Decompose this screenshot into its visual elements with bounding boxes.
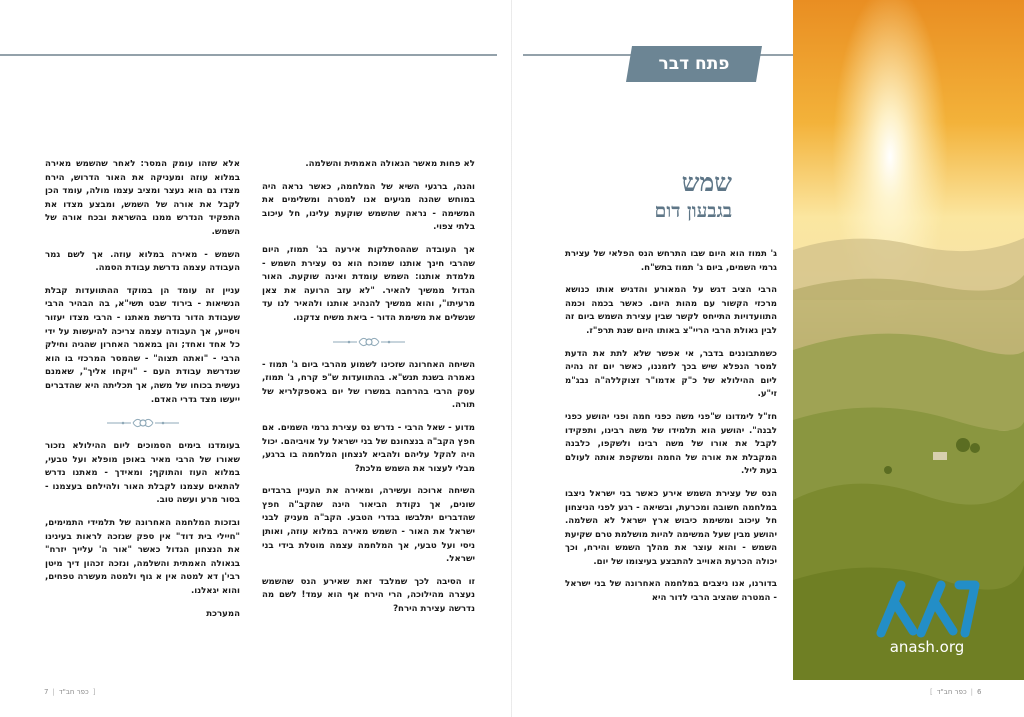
article-title [628,168,732,224]
magazine-name: כפר חב"ד [936,688,967,696]
text-column-middle [262,158,475,658]
paragraph: בעומדנו בימים הסמוכים ליום ההילולא נזכור שאורו של הרבי מאיר באופן מופלא ועל טבעי, במלוא העוז והתוקף; ומאידך - מאתנו נדרש להתאים עצמנו לקבלת האור ולהילחם בעצמנו - בסור מרע ועשה טוב. [45,441,240,506]
paragraph: ובזכות המלחמה האחרונה של תלמידי התמימים, "חיילי בית דוד" אין ספק שנזכה לראות בעינינו את הנצחון הגדול כאשר "אור ה' עלייך יזרח" בגאולה האמתית והשלמה, ונזכה זכהון דיך מיטן רבי'ן דא למטה אין א גוף ולמטה מעשרה טפחים, והוא יגאלנו. [45,518,240,597]
section-banner-title: פתח דבר [658,54,730,74]
paragraph: עניין זה עומד הן במוקד ההתוועדות קבלת הנשיאות - בירוד שבט תשי"א, בה הבהיר הרבי שעבודת הדור נדרשת מאתנו - הרבי מצדו יעזור ויסייע, אך העבודה עצמה צריכה להיעשות על ידי כל אחד ואחד; והן במאמר האחרון שהגיה וחילק הרבי - "ואתה תצוה" - שהמסר המרכזי בו הוא שנדרשת עבודת העם - "ויקחו אליך", שאמנם נעשית בכוחו של משה, אך תכליתה היא שהדברים ייעשו מצד גדרי האדם. [45,285,240,405]
paragraph: השיחה ארוכה ועשירה, ומאירה את העניין ברבדים שונים, אך נקודת הביאור הינה שהקב"ה חפץ שהדברים יתלבשו בגדרי הטבע. הקב"ה מעניק לבני ישראל את האור - השמש מאירה במלוא עוזה, ואותן ניסי ועל טבעי, אך המלחמה עצמה מוטלת בידי בני ישראל. [262,486,475,565]
paragraph: זו הסיבה לכך שמלבד זאת שאירע הנס שהשמש נעצרה מהילוכה, הרי הירח אף הוא עמד! לשם מה נדרשה עצירת הירח? [262,576,475,615]
article-title-line1: שמש [681,168,732,197]
footer-left: 7 | כפר חב"ד ] [44,688,96,696]
signature: המערכת [206,608,240,619]
paragraph: כשמתבוננים בדבר, אי אפשר שלא לתת את הדעת למסר הנפלא שיש בכך לזמננו, כאשר יום זה נהיה ליום ההילולא של כ"ק אדמו"ר זצוקללה"ה נבג"מ זי"ע. [565,348,777,400]
paragraph: בדורנו, אנו ניצבים במלחמה האחרונה של בני ישראל - המטרה שהציב הרבי לדור היא [565,579,777,604]
ornament-divider-icon [105,416,181,430]
paragraph: השיחה האחרונה שזכינו לשמוע מהרבי ביום ג' תמוז - נאמרה בשנת תנש"א. בהתוועדות ש"פ קרח, ג' תמוז, עסק הרבי בהרחבה במשרו של יום באספקלריא של תורה. [262,359,475,411]
paragraph: אלא שזהו עומק המסר: לאחר שהשמש מאירה במלוא עוזה ומעניקה את האור הדרוש, הירח מצדו גם הוא נעצר ומציב עצמו מולה, עומד הכן לקבל את אורה של השמש, ומבצע מצדו את התפקיד הנדרש ממנו בהשראת ובכח אורה של השמש. [45,159,240,237]
paragraph: הרבי הציב דגש על המאורע והדגיש אותו כנושא מרכזי הקשור עם מהות היום. כאשר בכמה וכמה התוועדויות התייחס לקשר שבין עצירת השמש ביום זה לבין גאולת הרבי הריי"צ באותו היום שנת תרפ"ז. [565,285,777,336]
paragraph: מדוע - שאל הרבי - נדרש נס עצירת גרמי השמים. אם חפץ הקב"ה בנצחונם של בני ישראל על אויביהם. יכול היה להקל עליהם ולהביא לנצחון המלחמה בו ברגע, מבלי לעצור את השמש מלכת? [262,422,475,474]
text-column-left [45,158,240,658]
page-number: 6 [977,688,982,696]
paragraph: אך העובדה שההסתלקות אירעה בג' תמוז, היום שהרבי חינך אותנו שמוכח הוא נס עצירת השמש - מלמדת אותנו: השמש עומדת ואינה שוקעת. האור הגדול ממשיך להאיר. "לא עזב הרועה את צאן מרעיתו", והוא ממשיך להנהיג אותנו ולהאיר לנו עד שנשלים את משימת הדור - ביאת משיח צדקנו. [262,244,475,323]
paragraph: ג' תמוז הוא היום שבו התרחש הנס הפלאי של עצירת גרמי השמים, ביום ג' תמוז בתש"ח. [565,249,777,273]
paragraph: והנה, ברגעי השיא של המלחמה, כאשר נראה היה במוחש שהנה מגיעים אנו למטרה ומשלימים את המשימה - נראה שהשמש שוקעת עלינו, חל עיכוב בלתי צפוי. [262,181,475,233]
footer-right: [ כפר חב"ד | 6 [930,688,982,696]
logo-text: anash.org [889,638,965,656]
page-number: 7 [44,688,49,696]
paragraph: השמש - מאירה במלוא עוזה. אך לשם גמר העבודה עצמה נדרשת עבודת הסמה. [45,249,240,274]
paragraph: חז"ל לימדונו ש"פני משה כפני חמה ופני יהושע כפני לבנה". יהושע הוא תלמידו של משה רבינו, ותפקידו לקבל את אורו של משה רבינו ולשקפו, כלבנה המקבלת את אורה של החמה ומשקפת אותה לעולם בעת ליל. [565,411,777,477]
ornament-divider-icon [331,335,407,349]
article-title-line2: בגבעון דום [654,200,732,222]
top-rule-left [0,54,497,56]
paragraph: הנס של עצירת השמש אירע כאשר בני ישראל ניצבו במלחמה חשובה ומכרעת, ובשיאה - רגע לפני הניצחון חל עיכוב ומשימת כיבוש ארץ ישראל לא השלמה. יהושע מבין שעל המשימה להיות מושלמת טרם שקיעת השמש - והוא עוצר את מהלך השמש והירח, וכך יכולה הכרעת האוייב להתבצע בעיצומו של יום. [565,488,777,567]
paragraph: לא פחות מאשר הגאולה האמתית והשלמה. [305,159,475,169]
text-column-right [565,248,777,668]
magazine-name: כפר חב"ד [58,688,89,696]
